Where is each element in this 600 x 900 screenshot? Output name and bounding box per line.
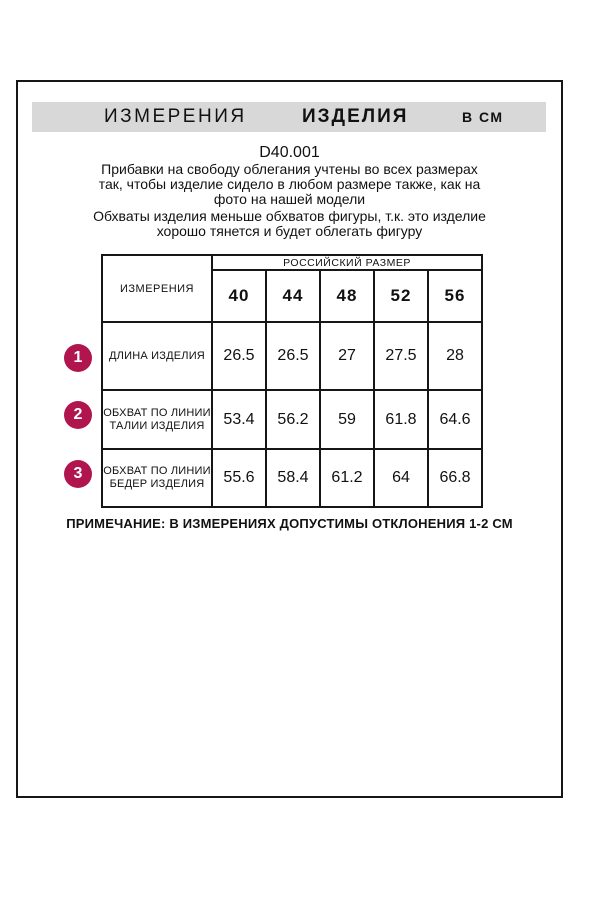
intro-paragraph-2: [18, 209, 561, 239]
title-measurements-label: ИЗМЕРЕНИЯ: [104, 106, 247, 127]
value-cell: 53.4: [212, 390, 266, 449]
title-bar: [32, 102, 546, 132]
intro-paragraph-1-line: фото на нашей модели: [213, 190, 366, 207]
value-cell: 26.5: [212, 322, 266, 390]
measurements-header-cell: ИЗМЕРЕНИЯ: [102, 255, 212, 322]
intro-paragraph-1-line: так, чтобы изделие сидело в любом размере также, как на: [98, 175, 481, 192]
size-header-cell: 40: [212, 270, 266, 322]
value-cell: 61.8: [374, 390, 428, 449]
title-units-label: В СМ: [462, 109, 504, 125]
page-frame: [16, 80, 563, 798]
value-cell: 59: [320, 390, 374, 449]
value-cell: 55.6: [212, 449, 266, 507]
intro-paragraph-2-line: Обхваты изделия меньше обхватов фигуры, т.к. это изделие: [93, 208, 486, 225]
value-cell: 26.5: [266, 322, 320, 390]
title-product-label: ИЗДЕЛИЯ: [302, 106, 409, 127]
row-number-badge-3: 3: [64, 460, 92, 488]
table-header-row-group: [102, 255, 482, 270]
value-cell: 66.8: [428, 449, 482, 507]
size-header-cell: 44: [266, 270, 320, 322]
note-text: ПРИМЕЧАНИЕ: В ИЗМЕРЕНИЯХ ДОПУСТИМЫ ОТКЛОНЕНИЯ 1-2 СМ: [66, 516, 513, 531]
value-cell: 27.5: [374, 322, 428, 390]
value-cell: 27: [320, 322, 374, 390]
row-label-cell: ОБХВАТ ПО ЛИНИИ БЕДЕР ИЗДЕЛИЯ: [102, 449, 212, 507]
table-row: [102, 449, 482, 507]
product-code: D40.001: [259, 144, 320, 161]
size-header-cell: 52: [374, 270, 428, 322]
value-cell: 56.2: [266, 390, 320, 449]
row-number-badge-2: 2: [64, 401, 92, 429]
value-cell: 28: [428, 322, 482, 390]
size-table: [101, 254, 483, 508]
value-cell: 64: [374, 449, 428, 507]
value-cell: 61.2: [320, 449, 374, 507]
intro-paragraph-1: [18, 162, 561, 206]
table-row: [102, 322, 482, 390]
table-row: [102, 390, 482, 449]
row-label-cell: ОБХВАТ ПО ЛИНИИ ТАЛИИ ИЗДЕЛИЯ: [102, 390, 212, 449]
row-number-badge-1: 1: [64, 344, 92, 372]
size-group-header-cell: РОССИЙСКИЙ РАЗМЕР: [212, 255, 482, 270]
row-label-cell: ДЛИНА ИЗДЕЛИЯ: [102, 322, 212, 390]
size-header-cell: 56: [428, 270, 482, 322]
value-cell: 58.4: [266, 449, 320, 507]
intro-block: [18, 143, 561, 239]
intro-paragraph-2-line: хорошо тянется и будет облегать фигуру: [156, 223, 423, 240]
value-cell: 64.6: [428, 390, 482, 449]
size-header-cell: 48: [320, 270, 374, 322]
intro-paragraph-1-line: Прибавки на свободу облегания учтены во всех размерах: [101, 161, 478, 177]
